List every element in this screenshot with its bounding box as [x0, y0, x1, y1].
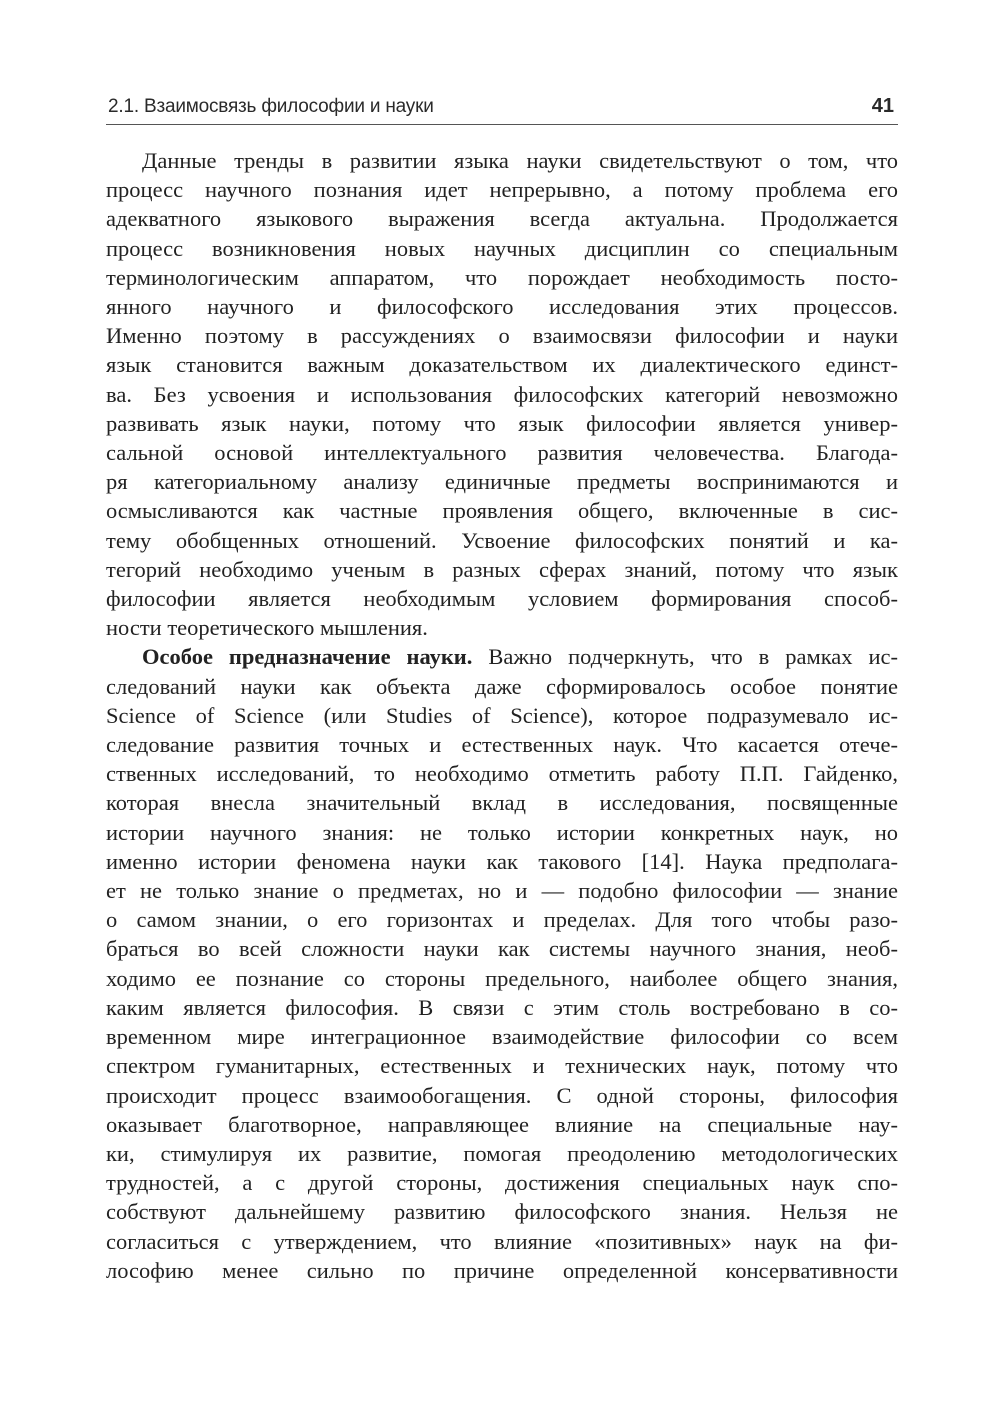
text-line: процесс возникновения новых научных дисциплин со специальным: [106, 235, 898, 261]
text-line: Science of Science (или Studies of Science), которое подразумевало ис-: [106, 702, 898, 728]
paragraph-2: [106, 642, 898, 1284]
body-text: [106, 146, 898, 1285]
page-header: [106, 94, 898, 125]
text-line: Именно поэтому в рассуждениях о взаимосвязи философии и науки: [106, 323, 898, 349]
text-line: тегорий необходимо ученым в разных сферах знаний, потому что язык: [106, 556, 898, 582]
text-line: которая внесла значительный вклад в исследования, посвященные: [106, 790, 898, 816]
text-line: происходит процесс взаимообогащения. С одной стороны, философия: [106, 1082, 898, 1108]
text-line: о самом знании, о его горизонтах и пределах. Для того чтобы разо-: [106, 907, 898, 933]
text-line: ходимо ее познание со стороны предельного, наиболее общего знания,: [106, 965, 898, 991]
text-line: браться во всей сложности науки как системы научного знания, необ-: [106, 936, 898, 962]
text-line: сальной основой интеллектуального развития человечества. Благода-: [106, 440, 898, 466]
paragraph-lead-in: Особое предназначение науки.: [142, 644, 473, 670]
text-line: именно истории феномена науки как такового [14]. Наука предполага-: [106, 848, 898, 874]
text-line: развивать язык науки, потому что язык философии является универ-: [106, 410, 898, 436]
text-line: следование развития точных и естественных наук. Что касается отече-: [106, 732, 898, 758]
text-line: истории научного знания: не только истории конкретных наук, но: [106, 819, 898, 845]
text-line: терминологическим аппаратом, что порождает необходимость посто-: [106, 264, 898, 290]
text-line: ности теоретического мышления.: [106, 615, 428, 641]
paragraph-1: [106, 146, 898, 642]
text-line: тему обобщенных отношений. Усвоение философских понятий и ка-: [106, 527, 898, 553]
text-line: лософию менее сильно по причине определенной консервативности: [106, 1257, 898, 1283]
text-line: [106, 642, 898, 671]
text-line: философии является необходимым условием формирования способ-: [106, 586, 898, 612]
text-line: оказывает благотворное, направляющее влияние на специальные нау-: [106, 1111, 898, 1137]
running-title: 2.1. Взаимосвязь философии и науки: [108, 96, 434, 117]
text-line: адекватного языкового выражения всегда актуальна. Продолжается: [106, 206, 898, 232]
text-line: согласиться с утверждением, что влияние «позитивных» наук на фи-: [106, 1228, 898, 1254]
text-line: спектром гуманитарных, естественных и технических наук, потому что: [106, 1053, 898, 1079]
text-line: ря категориальному анализу единичные предметы воспринимаются и: [106, 469, 898, 495]
lead-line-rest: Важно подчеркнуть, что в рамках ис-: [472, 644, 898, 670]
text-line: ственных исследований, то необходимо отметить работу П.П. Гайденко,: [106, 761, 898, 787]
text-line: собствуют дальнейшему развитию философского знания. Нельзя не: [106, 1199, 898, 1225]
text-line: янного научного и философского исследования этих процессов.: [106, 294, 898, 320]
text-line: трудностей, а с другой стороны, достижения специальных наук спо-: [106, 1170, 898, 1196]
text-line: процесс научного познания идет непрерывно, а потому проблема его: [106, 177, 898, 203]
text-line: следований науки как объекта даже сформировалось особое понятие: [106, 673, 898, 699]
text-line: ва. Без усвоения и использования философских категорий невозможно: [106, 381, 898, 407]
text-line: ет не только знание о предметах, но и — подобно философии — знание: [106, 878, 898, 904]
text-line: ки, стимулируя их развитие, помогая преодолению методологических: [106, 1140, 898, 1166]
text-line: Данные тренды в развитии языка науки свидетельствуют о том, что: [142, 148, 898, 173]
page-number: 41: [871, 95, 894, 117]
text-line: осмысливаются как частные проявления общего, включенные в сис-: [106, 498, 898, 524]
text-line: каким является философия. В связи с этим столь востребовано в со-: [106, 994, 898, 1020]
text-line: язык становится важным доказательством их диалектического единст-: [106, 352, 898, 378]
text-line: временном мире интеграционное взаимодействие философии со всем: [106, 1024, 898, 1050]
